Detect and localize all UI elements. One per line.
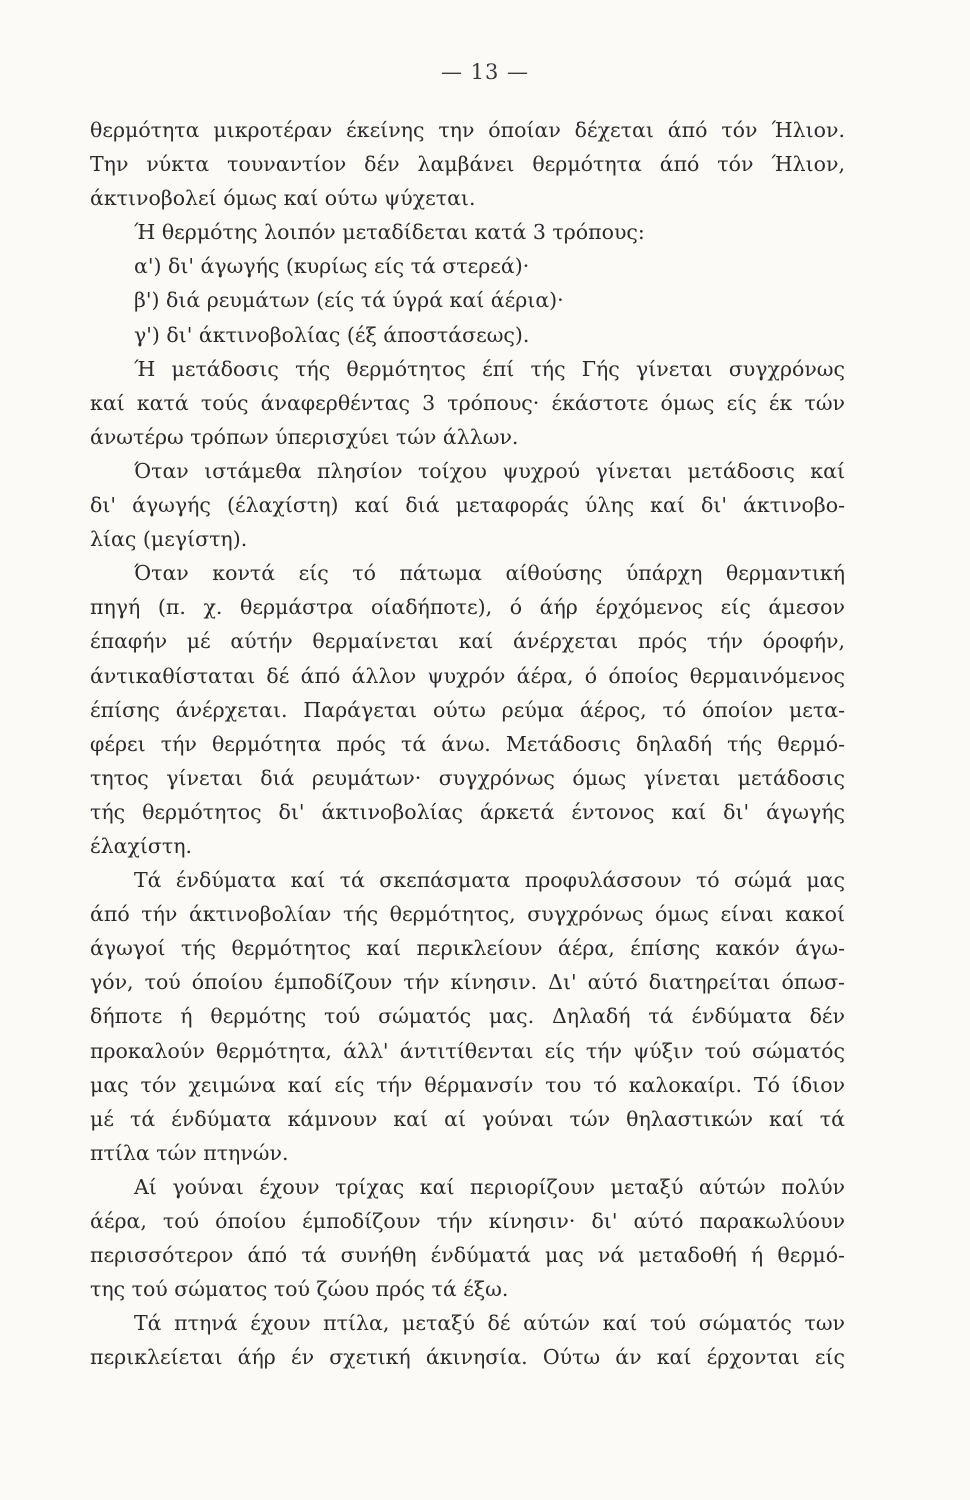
text-line: μας τόν χειμώνα καί είς τήν θέρμανσίν του τό καλοκαίρι. Τό ίδιον bbox=[90, 1072, 845, 1097]
text-line: Όταν κοντά είς τό πάτωμα αίθούσης ύπάρχη θερμαντική bbox=[134, 561, 845, 586]
text-line: θερμότητα μικροτέραν έκείνης την όποίαν δέχεται άπό τόν Ήλιον. bbox=[90, 118, 845, 142]
text-line: β') διά ρευμάτων (είς τά ύγρά καί άέρια)· bbox=[134, 288, 564, 313]
text-line: άγωγοί τής θερμότητος καί περικλείουν άέρα, έπίσης κακόν άγω- bbox=[90, 936, 845, 961]
text-line: καί κατά τούς άναφερθέντας 3 τρόπους· έκάστοτε όμως είς έκ τών bbox=[90, 390, 845, 415]
text-line: τητος γίνεται διά ρευμάτων· συγχρόνως όμως γίνεται μετάδοσις bbox=[90, 765, 845, 790]
text-line: γ') δι' άκτινοβολίας (έξ άποστάσεως). bbox=[134, 322, 530, 347]
text-line: λίας (μεγίστη). bbox=[90, 527, 248, 552]
text-line: άέρα, τού όποίου έμποδίζουν τήν κίνησιν· δι' αύτό παρακωλύουν bbox=[90, 1209, 845, 1233]
text-line: Τά πτηνά έχουν πτίλα, μεταξύ δέ αύτών καί τού σώματός των bbox=[134, 1311, 845, 1336]
text-line: άντικαθίσταται δέ άπό άλλον ψυχρόν άέρα, ό όποίος θερμαινόμενος bbox=[90, 663, 845, 688]
text-line: δήποτε ή θερμότης τού σώματός μας. Δηλαδή τά ένδύματα δέν bbox=[90, 1004, 845, 1029]
text-line: περικλείεται άήρ έν σχετική άκινησία. Ούτω άν καί έρχονται είς bbox=[90, 1345, 845, 1370]
text-line: Ή θερμότης λοιπόν μεταδίδεται κατά 3 τρόπους: bbox=[134, 220, 645, 245]
text-line: άνωτέρω τρόπων ύπερισχύει τών άλλων. bbox=[90, 424, 519, 449]
text-line: α') δι' άγωγής (κυρίως είς τά στερεά)· bbox=[134, 254, 530, 279]
text-line: προκαλούν θερμότητα, άλλ' άντιτίθενται είς τήν ψύξιν τού σώματός bbox=[90, 1038, 845, 1063]
text-line: περισσότερον άπό τά συνήθη ένδύματά μας νά μεταδοθή ή θερμό- bbox=[90, 1243, 845, 1268]
text-line: έλαχίστη. bbox=[90, 833, 193, 858]
text-line: τής θερμότητος δι' άκτινοβολίας άρκετά έντονος καί δι' άγωγής bbox=[90, 799, 845, 824]
text-line: φέρει τήν θερμότητα πρός τά άνω. Μετάδοσις δηλαδή τής θερμό- bbox=[90, 731, 845, 756]
text-line: μέ τά ένδύματα κάμνουν καί αί γούναι τών θηλαστικών καί τά bbox=[90, 1106, 845, 1131]
text-line: γόν, τού όποίου έμποδίζουν τήν κίνησιν. Δι' αύτό διατηρείται όπωσ- bbox=[90, 970, 845, 995]
text-line: πτίλα τών πτηνών. bbox=[90, 1140, 289, 1165]
body-text bbox=[90, 113, 845, 1374]
text-line: άκτινοβολεί όμως καί ούτω ψύχεται. bbox=[90, 186, 476, 211]
text-line: έπίσης άνέρχεται. Παράγεται ούτω ρεύμα άέρος, τό όποίον μετα- bbox=[90, 697, 845, 722]
text-line: δι' άγωγής (έλαχίστη) καί διά μεταφοράς ύλης καί δι' άκτινοβο- bbox=[90, 493, 845, 518]
text-line: πηγή (π. χ. θερμάστρα οίαδήποτε), ό άήρ έρχόμενος είς άμεσον bbox=[90, 595, 845, 620]
text-line: Την νύκτα τουναντίον δέν λαμβάνει θερμότητα άπό τόν Ήλιον, bbox=[90, 152, 845, 177]
text-line: Αί γούναι έχουν τρίχας καί περιορίζουν μεταξύ αύτών πολύν bbox=[134, 1174, 845, 1199]
text-line: Τά ένδύματα καί τά σκεπάσματα προφυλάσσουν τό σώμά μας bbox=[134, 868, 845, 893]
text-line: Όταν ιστάμεθα πλησίον τοίχου ψυχρού γίνεται μετάδοσις καί bbox=[134, 458, 845, 483]
text-line: άπό τήν άκτινοβολίαν τής θερμότητος, συγχρόνως όμως είναι κακοί bbox=[90, 902, 845, 927]
page-number: — 13 — bbox=[440, 60, 530, 84]
text-line: έπαφήν μέ αύτήν θερμαίνεται καί άνέρχεται πρός τήν όροφήν, bbox=[90, 629, 845, 654]
text-line: της τού σώματος τού ζώου πρός τά έξω. bbox=[90, 1277, 509, 1302]
text-line: Ή μετάδοσις τής θερμότητος έπί τής Γής γίνεται συγχρόνως bbox=[134, 356, 845, 381]
